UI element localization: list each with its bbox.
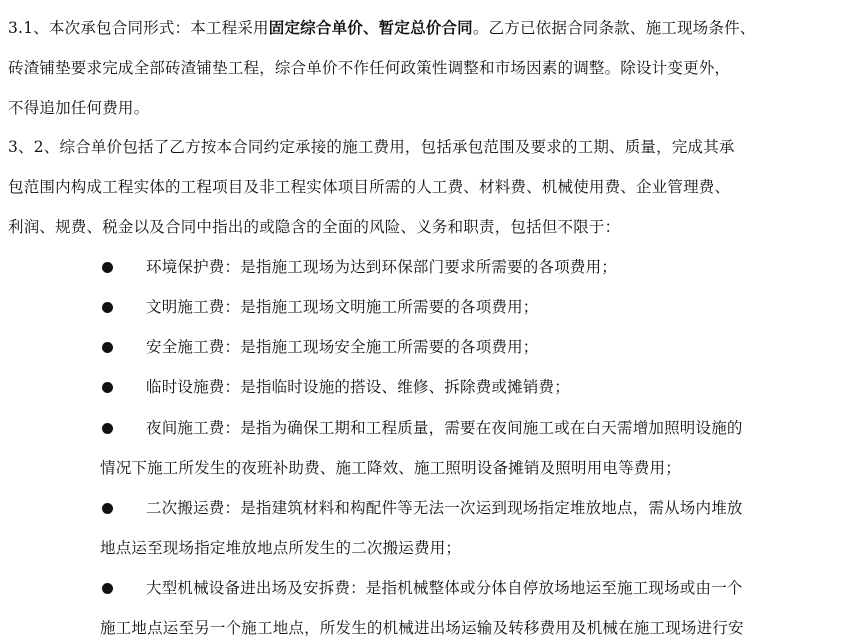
bullet-item-environmental: 环境保护费：是指施工现场为达到环保部门要求所需要的各项费用； [146, 258, 618, 276]
section-3-1-line-3: 不得追加任何费用。 [8, 99, 150, 117]
section-3-1-line-1 [8, 17, 755, 39]
bullet-item-night-cont: 情况下施工所发生的夜班补助费、施工降效、施工照明设备摊销及照明用电等费用； [100, 459, 681, 477]
section-3-2-line-3: 利润、规费、税金以及合同中指出的或隐含的全面的风险、义务和职责，包括但不限于： [8, 218, 621, 236]
section-3-2-line-2: 包范围内构成工程实体的工程项目及非工程实体项目所需的人工费、材料费、机械使用费、企业管理费、 [8, 178, 731, 196]
contract-type-bold: 固定综合单价、暂定总价合同 [268, 18, 473, 37]
section-3-1-cont: 。乙方已依据合同条款、施工现场条件、 [472, 19, 756, 37]
bullet-dot-icon [102, 382, 113, 393]
bullet-item-temporary: 临时设施费：是指临时设施的搭设、维修、拆除费或摊销费； [146, 378, 570, 396]
bullet-item-secondary: 二次搬运费：是指建筑材料和构配件等无法一次运到现场指定堆放地点，需从场内堆放 [146, 499, 743, 517]
bullet-dot-icon [102, 342, 113, 353]
bullet-item-civilized: 文明施工费：是指施工现场文明施工所需要的各项费用； [146, 298, 539, 316]
section-3-1-intro: 3.1、本次承包合同形式：本工程采用 [8, 19, 269, 37]
bullet-dot-icon [102, 262, 113, 273]
section-3-1-line-2: 砖渣铺垫要求完成全部砖渣铺垫工程，综合单价不作任何政策性调整和市场因素的调整。除设计变更外， [8, 59, 731, 77]
bullet-item-night: 夜间施工费：是指为确保工期和工程质量，需要在夜间施工或在白天需增加照明设施的 [146, 419, 743, 437]
bullet-dot-icon [102, 302, 113, 313]
bullet-item-large-machinery: 大型机械设备进出场及安拆费：是指机械整体或分体自停放场地运至施工现场或由一个 [146, 579, 743, 597]
section-3-2-line-1: 3、2、综合单价包括了乙方按本合同约定承接的施工费用，包括承包范围及要求的工期、质量，完成其承 [8, 138, 735, 156]
bullet-item-secondary-cont: 地点运至现场指定堆放地点所发生的二次搬运费用； [100, 539, 462, 557]
bullet-item-safety: 安全施工费：是指施工现场安全施工所需要的各项费用； [146, 338, 539, 356]
bullet-dot-icon [102, 423, 113, 434]
bullet-dot-icon [102, 503, 113, 514]
bullet-item-large-machinery-cont: 施工地点运至另一个施工地点，所发生的机械进出场运输及转移费用及机械在施工现场进行安 [100, 619, 744, 637]
bullet-dot-icon [102, 583, 113, 594]
